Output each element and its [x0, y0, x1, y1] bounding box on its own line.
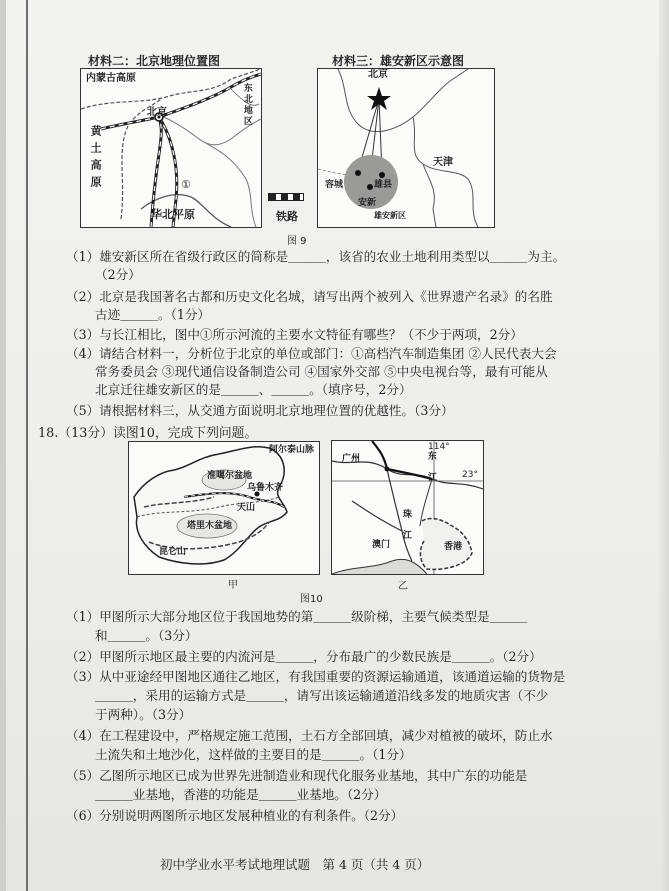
q18-item-5-cont: ＿＿＿业基地，香港的功能是＿＿＿业基地。（2分） [95, 787, 387, 802]
item-number: （4） [66, 346, 100, 361]
item-text: 分别说明两图所示地区发展种植业的有利条件。（2分） [99, 808, 404, 823]
item-number: （3） [66, 669, 100, 684]
label-xiongan: 雄安新区 [374, 211, 406, 220]
item-text: 请根据材料三，从交通方面说明北京地理位置的优越性。（3分） [99, 403, 454, 418]
label-kunlun: 昆仑山 [159, 547, 187, 557]
q17-item-2 [66, 288, 566, 306]
q18-item-3-cont: ＿＿＿，采用的运输方式是＿＿＿，请写出该运输通道沿线多发的地质灾害（不少 [95, 688, 549, 703]
label-anxin: 安新 [358, 198, 377, 208]
q18-intro: 18.（13分）读图10，完成下列问题。 [38, 426, 258, 441]
material3-title: 材料三：雄安新区示意图 [332, 54, 465, 68]
q18-item-3-cont2: 于两种）。（3分） [95, 707, 192, 722]
label-beijing-map2: 北京 [368, 69, 388, 80]
map-yi [331, 440, 484, 575]
item-text: 与长江相比，图中①所示河流的主要水文特征有哪些？（不少于两项，2分） [99, 327, 523, 342]
page-edge [659, 0, 669, 891]
railway-legend-label: 铁路 [276, 210, 298, 223]
q18-item-5 [66, 767, 566, 785]
q18-item-6 [66, 807, 566, 825]
q18-item-3 [66, 668, 566, 686]
beijing-location-map [80, 68, 262, 228]
label-114: 114° [428, 442, 450, 452]
label-rongcheng: 容城 [325, 180, 344, 190]
item-number: （6） [66, 808, 100, 823]
xiongan-map [317, 68, 495, 228]
label-circle1: ① [181, 178, 191, 191]
label-beijing-map1: 北京 [147, 107, 167, 118]
label-aertai: 阿尔泰山脉 [269, 445, 315, 455]
label-tianjin: 天津 [433, 157, 453, 168]
item-number: （1） [66, 249, 100, 264]
beijing-location-map-graphic [81, 69, 261, 227]
figure9-caption: 图 9 [287, 236, 307, 247]
item-text: 北京是我国著名古都和历史文化名城，请写出两个被列入《世界遗产名录》的名胜 [99, 289, 553, 304]
item-text: 在工程建设中，严格规定施工范围，土石方全部回填，减少对植被的破坏，防止水 [99, 728, 553, 743]
caption-yi: 乙 [398, 581, 408, 592]
q17-item-1-cont: （2分） [95, 267, 141, 282]
q17-item-5 [66, 402, 566, 420]
item-number: （2） [66, 649, 100, 664]
item-number: （2） [66, 289, 100, 304]
item-text: 雄安新区所在省级行政区的简称是＿＿＿，该省的农业土地利用类型以＿＿＿为主。 [99, 249, 566, 264]
xiongan-map-graphic [318, 69, 494, 227]
binding-margin-line [26, 0, 28, 891]
item-number: （5） [66, 768, 100, 783]
label-neimenggu: 内蒙古高原 [86, 73, 136, 84]
q18-item-4 [66, 727, 566, 745]
label-zhujiang: 珠江 [400, 509, 411, 551]
item-text: 请结合材料一，分析位于北京的单位或部门：①高档汽车制造集团 ②人民代表大会 [99, 346, 557, 361]
item-text: 乙图所示地区已成为世界先进制造业和现代化服务业基地，其中广东的功能是 [99, 768, 528, 783]
caption-jia: 甲 [228, 580, 238, 591]
label-23: 23° [462, 470, 478, 480]
map-jia [128, 441, 320, 575]
q17-item-4 [66, 345, 566, 363]
q17-item-1 [66, 248, 566, 266]
material2-title: 材料二：北京地理位置图 [88, 54, 221, 68]
map-jia-graphic [129, 442, 319, 574]
q18-item-1-cont: 和＿＿＿。（3分） [95, 628, 198, 643]
q17-item-3 [66, 326, 566, 344]
item-number: （3） [66, 327, 100, 342]
figure10-caption: 图10 [300, 594, 323, 605]
label-huangtu: 黄土高原 [89, 125, 103, 193]
q18-item-2 [66, 648, 566, 666]
q18-item-1 [66, 608, 566, 626]
item-number: （4） [66, 728, 100, 743]
item-text: 从中亚途经甲图地区通往乙地区，有我国重要的资源运输通道，该通道运输的货物是 [99, 669, 566, 684]
q17-item-4-cont: 常务委员会 ③现代通信设备制造公司 ④国家外交部 ⑤中央电视台等，最有可能从 [95, 364, 548, 379]
page-footer: 初中学业水平考试地理试题 第 4 页（共 4 页） [160, 857, 430, 872]
q17-item-2-cont: 古迹＿＿＿。（1分） [95, 307, 211, 322]
item-text: 甲图所示地区最主要的内流河是＿＿＿，分布最广的少数民族是＿＿＿。（2分） [99, 649, 542, 664]
label-dongbei: 东北地区 [241, 83, 252, 127]
item-text: 甲图所示大部分地区位于我国地势的第＿＿＿级阶梯，主要气候类型是＿＿＿ [99, 609, 528, 624]
label-junggar: 准噶尔盆地 [207, 471, 253, 481]
label-tarim: 塔里木盆地 [187, 521, 233, 531]
q18-item-4-cont: 土流失和土地沙化，这样做的主要目的是＿＿＿。（1分） [95, 747, 412, 762]
label-xiongxian: 雄县 [374, 180, 393, 190]
label-huabei: 华北平原 [151, 208, 195, 221]
q17-item-4-cont2: 北京迁往雄安新区的是＿＿＿、＿＿＿。（填序号，2分） [95, 382, 412, 397]
label-urumqi: 乌鲁木齐 [247, 483, 284, 493]
label-guangzhou: 广州 [342, 454, 361, 464]
label-dongjiang: 东江 [425, 451, 436, 493]
item-number: （5） [66, 403, 100, 418]
label-xianggang: 香港 [444, 542, 463, 552]
item-number: （1） [66, 609, 100, 624]
label-aomen: 澳门 [372, 540, 391, 550]
railway-legend-symbol [268, 193, 304, 201]
label-tianshan: 天山 [237, 503, 256, 513]
